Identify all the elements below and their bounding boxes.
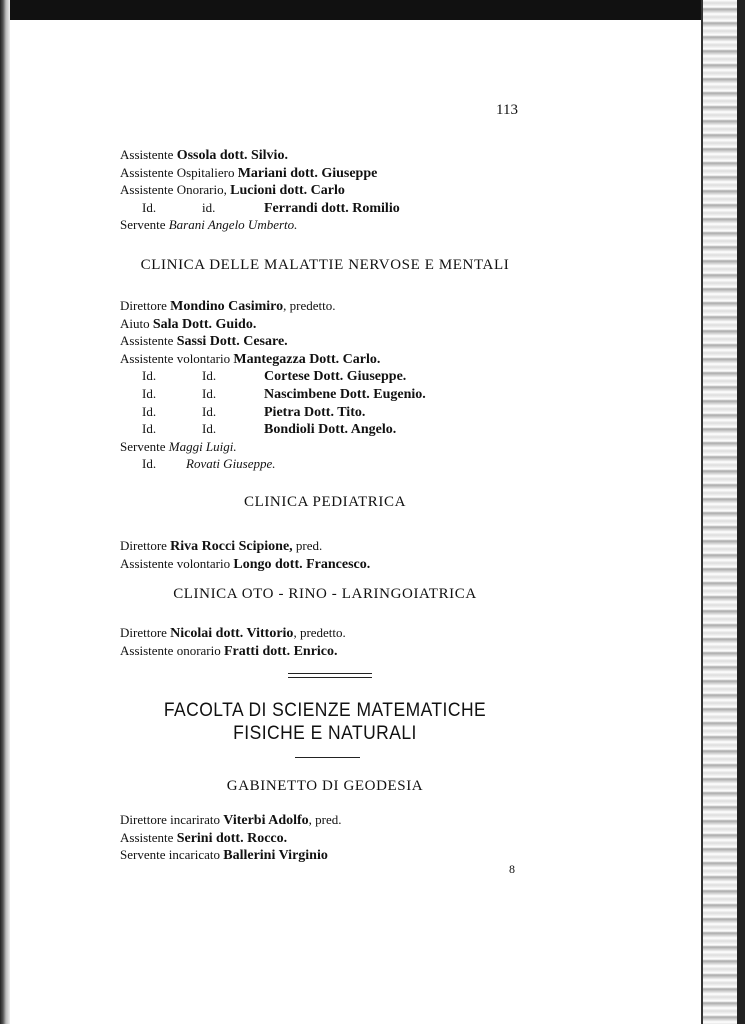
person-name: Riva Rocci Scipione, [170,539,293,554]
staff-entry [120,385,426,403]
role-label: id. [202,199,216,215]
role-label: Assistente [120,333,177,349]
staff-entry [120,537,370,555]
servant-name: Barani Angelo Umberto. [168,217,298,233]
role-label: Id. [202,421,217,437]
double-rule-top [288,673,372,674]
role-label: Id. [142,421,157,437]
staff-entry [120,420,426,438]
role-label: Assistente [120,829,177,845]
role-label: Assistente [120,147,177,162]
servant-name: Rovati Giuseppe. [186,456,276,472]
role-label: Assistente Onorario, [120,182,231,198]
staff-entry [120,216,400,234]
person-name: Nascimbene Dott. Eugenio. [264,386,426,402]
scan-border-right [701,0,745,1024]
role-label: Id. [142,368,157,384]
faculty-title-line-1: FACOLTA DI SCIENZE MATEMATICHE [163,700,487,721]
double-rule-bottom [288,677,372,678]
role-label: Servente incaricato [120,847,224,863]
person-name: Mariani dott. Giuseppe [237,165,378,181]
staff-entry [120,846,342,864]
role-label: , predetto. [283,298,336,313]
staff-entry [120,367,426,385]
faculty-title-line-2: FISICHE E NATURALI [233,723,417,744]
staff-entry [120,146,400,164]
role-label: Assistente Ospitaliero [120,164,238,180]
staff-entry [120,624,346,642]
role-label: Id. [142,403,157,419]
person-name: Sassi Dott. Cesare. [176,334,288,350]
staff-entry [120,811,342,829]
section-heading-clinica-nervose: CLINICA DELLE MALATTIE NERVOSE E MENTALI [140,257,510,273]
section-heading-pediatrica: CLINICA PEDIATRICA [243,494,407,510]
role-label: , predetto. [293,625,346,640]
role-label: Id. [202,385,217,401]
section-heading-oto-rino: CLINICA OTO - RINO - LARINGOIATRICA [173,586,477,602]
person-name: Fratti dott. Enrico. [223,643,338,659]
scan-border-top [0,0,745,20]
scan-border-left [0,0,10,1024]
staff-list-2 [120,297,426,473]
staff-entry [120,642,346,660]
person-name: Mondino Casimiro [170,299,284,314]
role-label: Servente [120,217,169,233]
role-label: Assistente onorario [120,642,224,658]
staff-entry [120,164,400,182]
person-name: Ballerini Virginio [223,848,328,864]
staff-entry [120,438,426,456]
staff-list-5 [120,811,342,864]
person-name: Lucioni dott. Carlo [230,183,345,199]
role-label: Id. [202,403,217,419]
section-heading-geodesia: GABINETTO DI GEODESIA [226,778,424,794]
staff-entry [120,181,400,199]
staff-entry [120,332,426,350]
person-name: Pietra Dott. Tito. [264,404,366,420]
signature-mark: 8 [509,862,515,876]
staff-entry [120,199,400,217]
person-name: Ossola dott. Silvio. [176,148,288,163]
person-name: Bondioli Dott. Angelo. [264,422,397,438]
role-label: Id. [142,456,157,472]
staff-entry [120,455,426,473]
person-name: Serini dott. Rocco. [176,830,288,846]
role-label: Id. [142,385,157,401]
role-label: Direttore incarirato [120,812,224,827]
person-name: Ferrandi dott. Romilio [264,200,400,216]
role-label: Id. [142,199,157,215]
staff-list-4 [120,624,346,659]
role-label: Direttore [120,625,171,640]
staff-list-3 [120,537,370,572]
person-name: Nicolai dott. Vittorio [170,626,294,641]
servant-name: Maggi Luigi. [168,438,237,454]
person-name: Viterbi Adolfo [223,813,309,828]
role-label: , pred. [308,812,342,827]
staff-entry [120,297,426,315]
staff-entry [120,555,370,573]
role-label: pred. [292,538,323,553]
role-label: Assistente volontario [120,555,234,571]
person-name: Mantegazza Dott. Carlo. [233,351,381,367]
short-rule [295,757,360,758]
role-label: Direttore [120,298,171,313]
person-name: Longo dott. Francesco. [233,556,371,572]
staff-entry [120,403,426,421]
role-label: Servente [120,438,169,454]
role-label: Assistente volontario [120,350,234,366]
staff-entry [120,350,426,368]
role-label: Id. [202,368,217,384]
role-label: Direttore [120,538,171,553]
person-name: Cortese Dott. Giuseppe. [264,369,407,385]
page-number: 113 [496,102,518,118]
staff-entry [120,315,426,333]
staff-list-1 [120,146,400,234]
role-label: Aiuto [120,315,153,331]
person-name: Sala Dott. Guido. [152,316,257,332]
staff-entry [120,829,342,847]
